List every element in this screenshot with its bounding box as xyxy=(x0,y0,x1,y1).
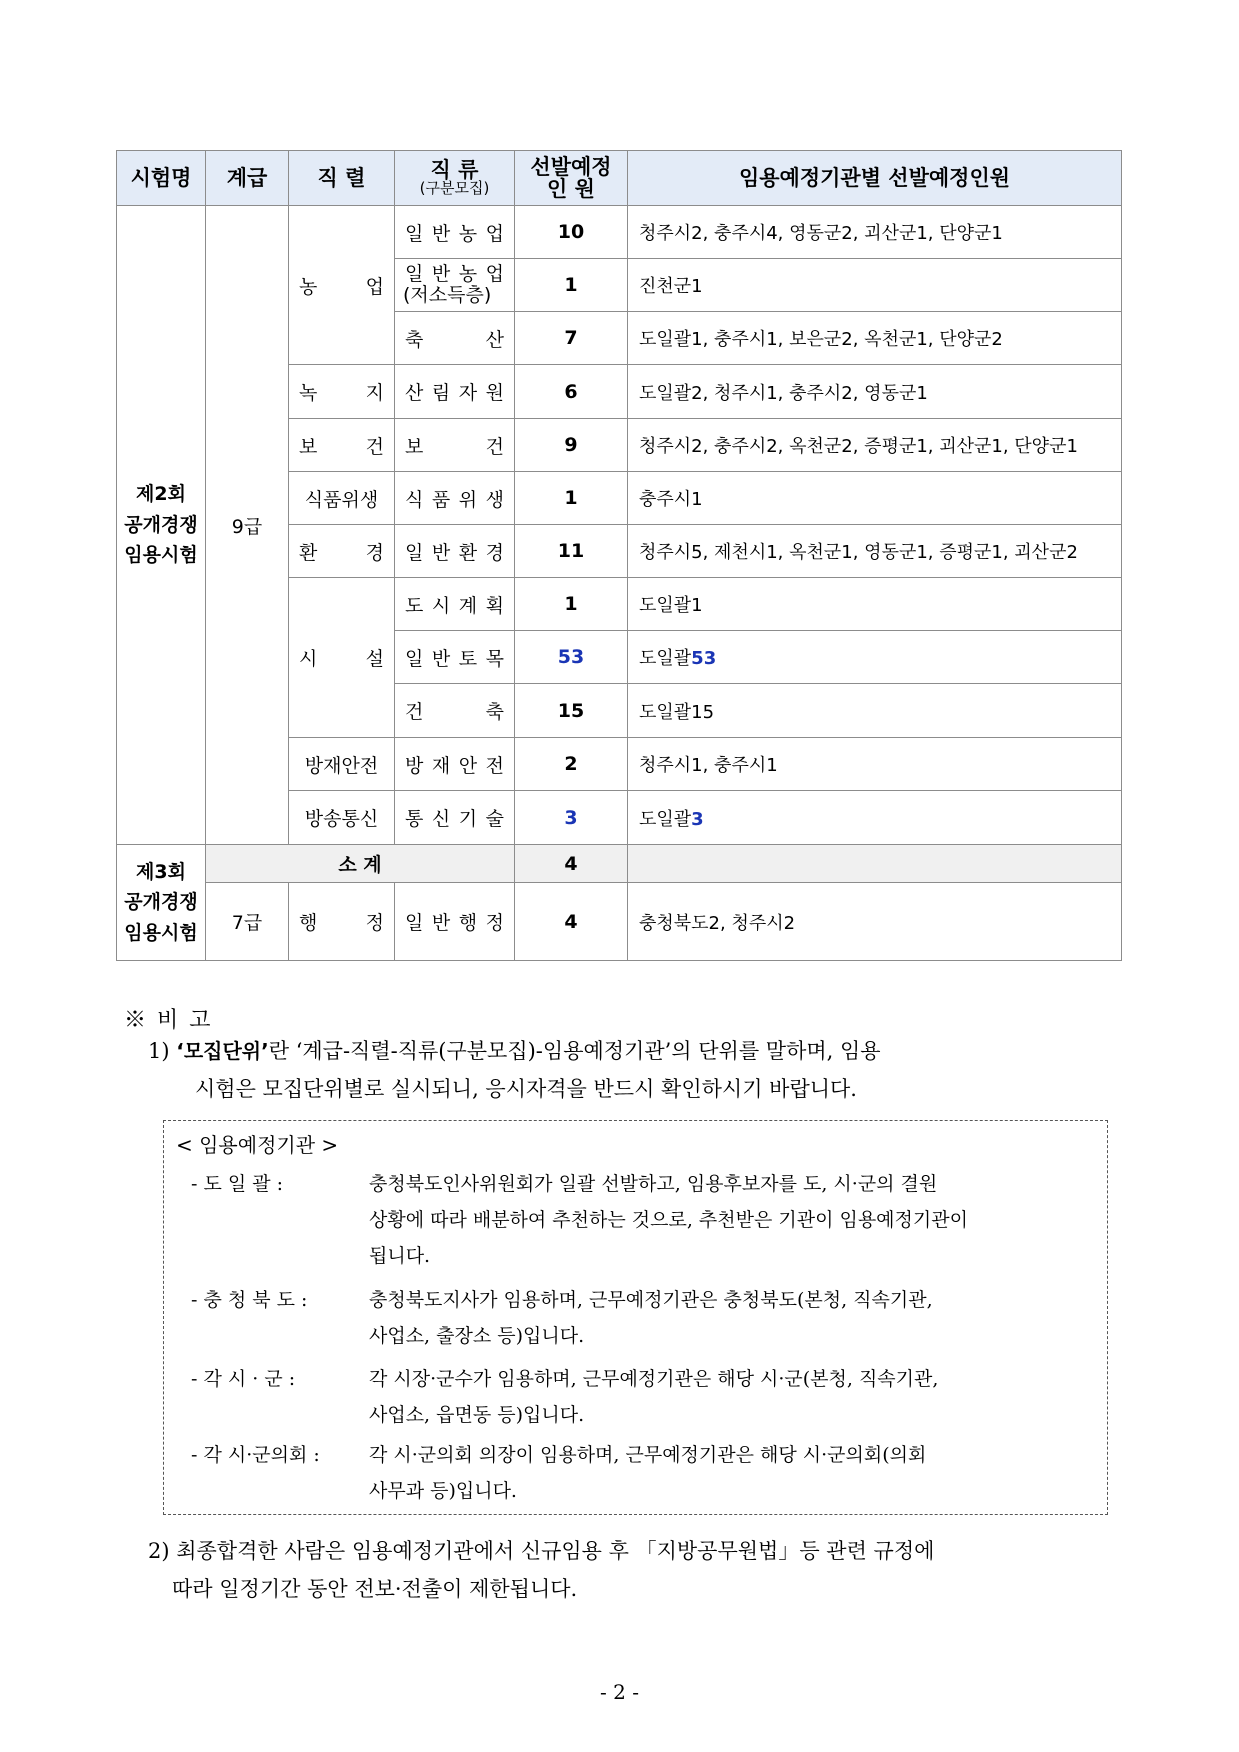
note-2-line-2: 따라 일정기간 동안 전보·전출이 제한됩니다. xyxy=(172,1577,578,1601)
agency-value-highlight: 3 xyxy=(691,808,704,830)
series-cell: 농 업 xyxy=(289,206,395,365)
header-class xyxy=(395,151,515,206)
note-1-number: 1) xyxy=(148,1039,170,1063)
class-cell: 일 반 행 정 xyxy=(395,883,515,961)
count-cell: 11 xyxy=(515,525,628,578)
table-row xyxy=(117,883,1122,961)
count-cell: 1 xyxy=(515,578,628,631)
note-1-line-1 xyxy=(148,1033,881,1069)
count-cell: 6 xyxy=(515,365,628,419)
agency-value-highlight: 53 xyxy=(691,648,717,669)
agency-cell: 도일괄1 xyxy=(628,578,1122,631)
agency-cell: 충주시1 xyxy=(628,472,1122,525)
exam-3rd-line3: 임용시험 xyxy=(124,921,198,944)
table-row xyxy=(117,206,1122,259)
agency-cell: 청주시2, 충주시4, 영동군2, 괴산군1, 단양군1 xyxy=(628,206,1122,259)
page-number: - 2 - xyxy=(600,1680,639,1704)
class-cell: 일 반 환 경 xyxy=(395,525,515,578)
agency-cell: 진천군1 xyxy=(628,259,1122,312)
count-cell: 1 xyxy=(515,259,628,312)
agency-cell: 도일괄2, 청주시1, 충주시2, 영동군1 xyxy=(628,365,1122,419)
box-item-label: - 각 시·군의회 : xyxy=(191,1444,320,1466)
exam-2nd-line1: 제2회 xyxy=(136,483,186,506)
count-cell: 4 xyxy=(515,883,628,961)
series-cell: 식품위생 xyxy=(289,472,395,525)
header-exam-name: 시험명 xyxy=(117,151,206,206)
grade-9-cell: 9급 xyxy=(206,206,289,845)
class-cell: 축 산 xyxy=(395,312,515,365)
agency-cell xyxy=(628,631,1122,684)
grade-7-cell: 7급 xyxy=(206,883,289,961)
box-item-line: 각 시장·군수가 임용하며, 근무예정기관은 해당 시·군(본청, 직속기관, xyxy=(369,1368,939,1390)
series-cell: 보 건 xyxy=(289,419,395,472)
header-class-main: 직 류 xyxy=(430,158,479,183)
class-cell: 도 시 계 획 xyxy=(395,578,515,631)
note-1-text: 란 ‘계급-직렬-직류(구분모집)-임용예정기관’의 단위를 말하며, 임용 xyxy=(268,1039,881,1063)
header-agency: 임용예정기관별 선발예정인원 xyxy=(628,151,1122,206)
box-item-line: 사업소, 읍면동 등)입니다. xyxy=(369,1404,585,1426)
class-cell: 일 반 농 업 xyxy=(395,206,515,259)
class-cell: 산 림 자 원 xyxy=(395,365,515,419)
exam-2nd-line3: 임용시험 xyxy=(124,544,198,567)
box-item-line: 각 시·군의회 의장이 임용하며, 근무예정기관은 해당 시·군의회(의회 xyxy=(369,1444,927,1466)
box-item-label: - 충 청 북 도 : xyxy=(191,1289,308,1311)
subtotal-row xyxy=(117,845,1122,883)
series-cell: 행 정 xyxy=(289,883,395,961)
agency-definition-box xyxy=(163,1120,1108,1515)
agency-prefix: 도일괄 xyxy=(639,648,692,669)
agency-cell: 청주시1, 충주시1 xyxy=(628,738,1122,791)
exam-3rd-line2: 공개경쟁 xyxy=(124,891,198,914)
agency-cell xyxy=(628,791,1122,845)
count-cell: 53 xyxy=(515,631,628,684)
subtotal-agency-empty xyxy=(628,845,1122,883)
box-item-line: 사업소, 출장소 등)입니다. xyxy=(369,1325,585,1347)
agency-cell: 도일괄15 xyxy=(628,684,1122,738)
box-item-line: 됩니다. xyxy=(369,1245,431,1267)
box-item-label: - 각 시 · 군 : xyxy=(191,1368,296,1390)
count-cell: 3 xyxy=(515,791,628,845)
count-cell: 7 xyxy=(515,312,628,365)
note-1-line-2: 시험은 모집단위별로 실시되니, 응시자격을 반드시 확인하시기 바랍니다. xyxy=(195,1077,857,1101)
count-cell: 15 xyxy=(515,684,628,738)
box-item-label: - 도 일 괄 : xyxy=(191,1173,284,1195)
subtotal-label: 소 계 xyxy=(206,845,515,883)
agency-prefix: 도일괄 xyxy=(639,808,692,830)
class-cell: 건 축 xyxy=(395,684,515,738)
exam-2nd-cell xyxy=(117,206,206,845)
series-cell: 시 설 xyxy=(289,578,395,738)
count-cell: 2 xyxy=(515,738,628,791)
note-1-term: ‘모집단위’ xyxy=(176,1039,269,1063)
count-cell: 9 xyxy=(515,419,628,472)
box-item-line: 상황에 따라 배분하여 추천하는 것으로, 추천받은 기관이 임용예정기관이 xyxy=(369,1209,968,1231)
agency-cell: 도일괄1, 충주시1, 보은군2, 옥천군1, 단양군2 xyxy=(628,312,1122,365)
header-quota-line2: 인 원 xyxy=(547,177,595,201)
class-cell: 방 재 안 전 xyxy=(395,738,515,791)
series-cell: 환 경 xyxy=(289,525,395,578)
note-2-line-1: 2) 최종합격한 사람은 임용예정기관에서 신규임용 후 「지방공무원법」등 관련 규정에 xyxy=(148,1539,935,1563)
exam-3rd-cell xyxy=(117,845,206,961)
header-quota-line1: 선발예정 xyxy=(530,154,612,179)
box-item-line: 사무과 등)입니다. xyxy=(369,1480,517,1502)
exam-2nd-line2: 공개경쟁 xyxy=(124,513,198,536)
subtotal-count: 4 xyxy=(515,845,628,883)
class-cell: 일 반 토 목 xyxy=(395,631,515,684)
box-item-line: 충청북도인사위원회가 일괄 선발하고, 임용후보자를 도, 시·군의 결원 xyxy=(369,1173,938,1195)
series-cell: 방송통신 xyxy=(289,791,395,845)
notes-heading: ※ 비 고 xyxy=(124,1008,213,1033)
recruitment-table xyxy=(116,150,1122,961)
box-item-line: 충청북도지사가 임용하며, 근무예정기관은 충청북도(본청, 직속기관, xyxy=(369,1289,933,1311)
count-cell: 1 xyxy=(515,472,628,525)
series-cell: 방재안전 xyxy=(289,738,395,791)
class-cell: 식 품 위 생 xyxy=(395,472,515,525)
header-quota xyxy=(515,151,628,206)
header-class-sub: (구분모집) xyxy=(419,179,490,198)
header-series: 직 렬 xyxy=(289,151,395,206)
box-title: < 임용예정기관 > xyxy=(176,1133,339,1157)
table-header-row xyxy=(117,151,1122,206)
class-cell: 보 건 xyxy=(395,419,515,472)
series-cell: 녹 지 xyxy=(289,365,395,419)
class-cell: 통 신 기 술 xyxy=(395,791,515,845)
class-sub-label: (저소득층) xyxy=(403,284,492,306)
agency-cell: 청주시5, 제천시1, 옥천군1, 영동군1, 증평군1, 괴산군2 xyxy=(628,525,1122,578)
agency-cell: 충청북도2, 청주시2 xyxy=(628,883,1122,961)
agency-cell: 청주시2, 충주시2, 옥천군2, 증평군1, 괴산군1, 단양군1 xyxy=(628,419,1122,472)
exam-3rd-line1: 제3회 xyxy=(136,860,186,883)
class-cell: 일 반 농 업 (저소득층) xyxy=(395,259,515,312)
header-grade: 계급 xyxy=(206,151,289,206)
count-cell: 10 xyxy=(515,206,628,259)
